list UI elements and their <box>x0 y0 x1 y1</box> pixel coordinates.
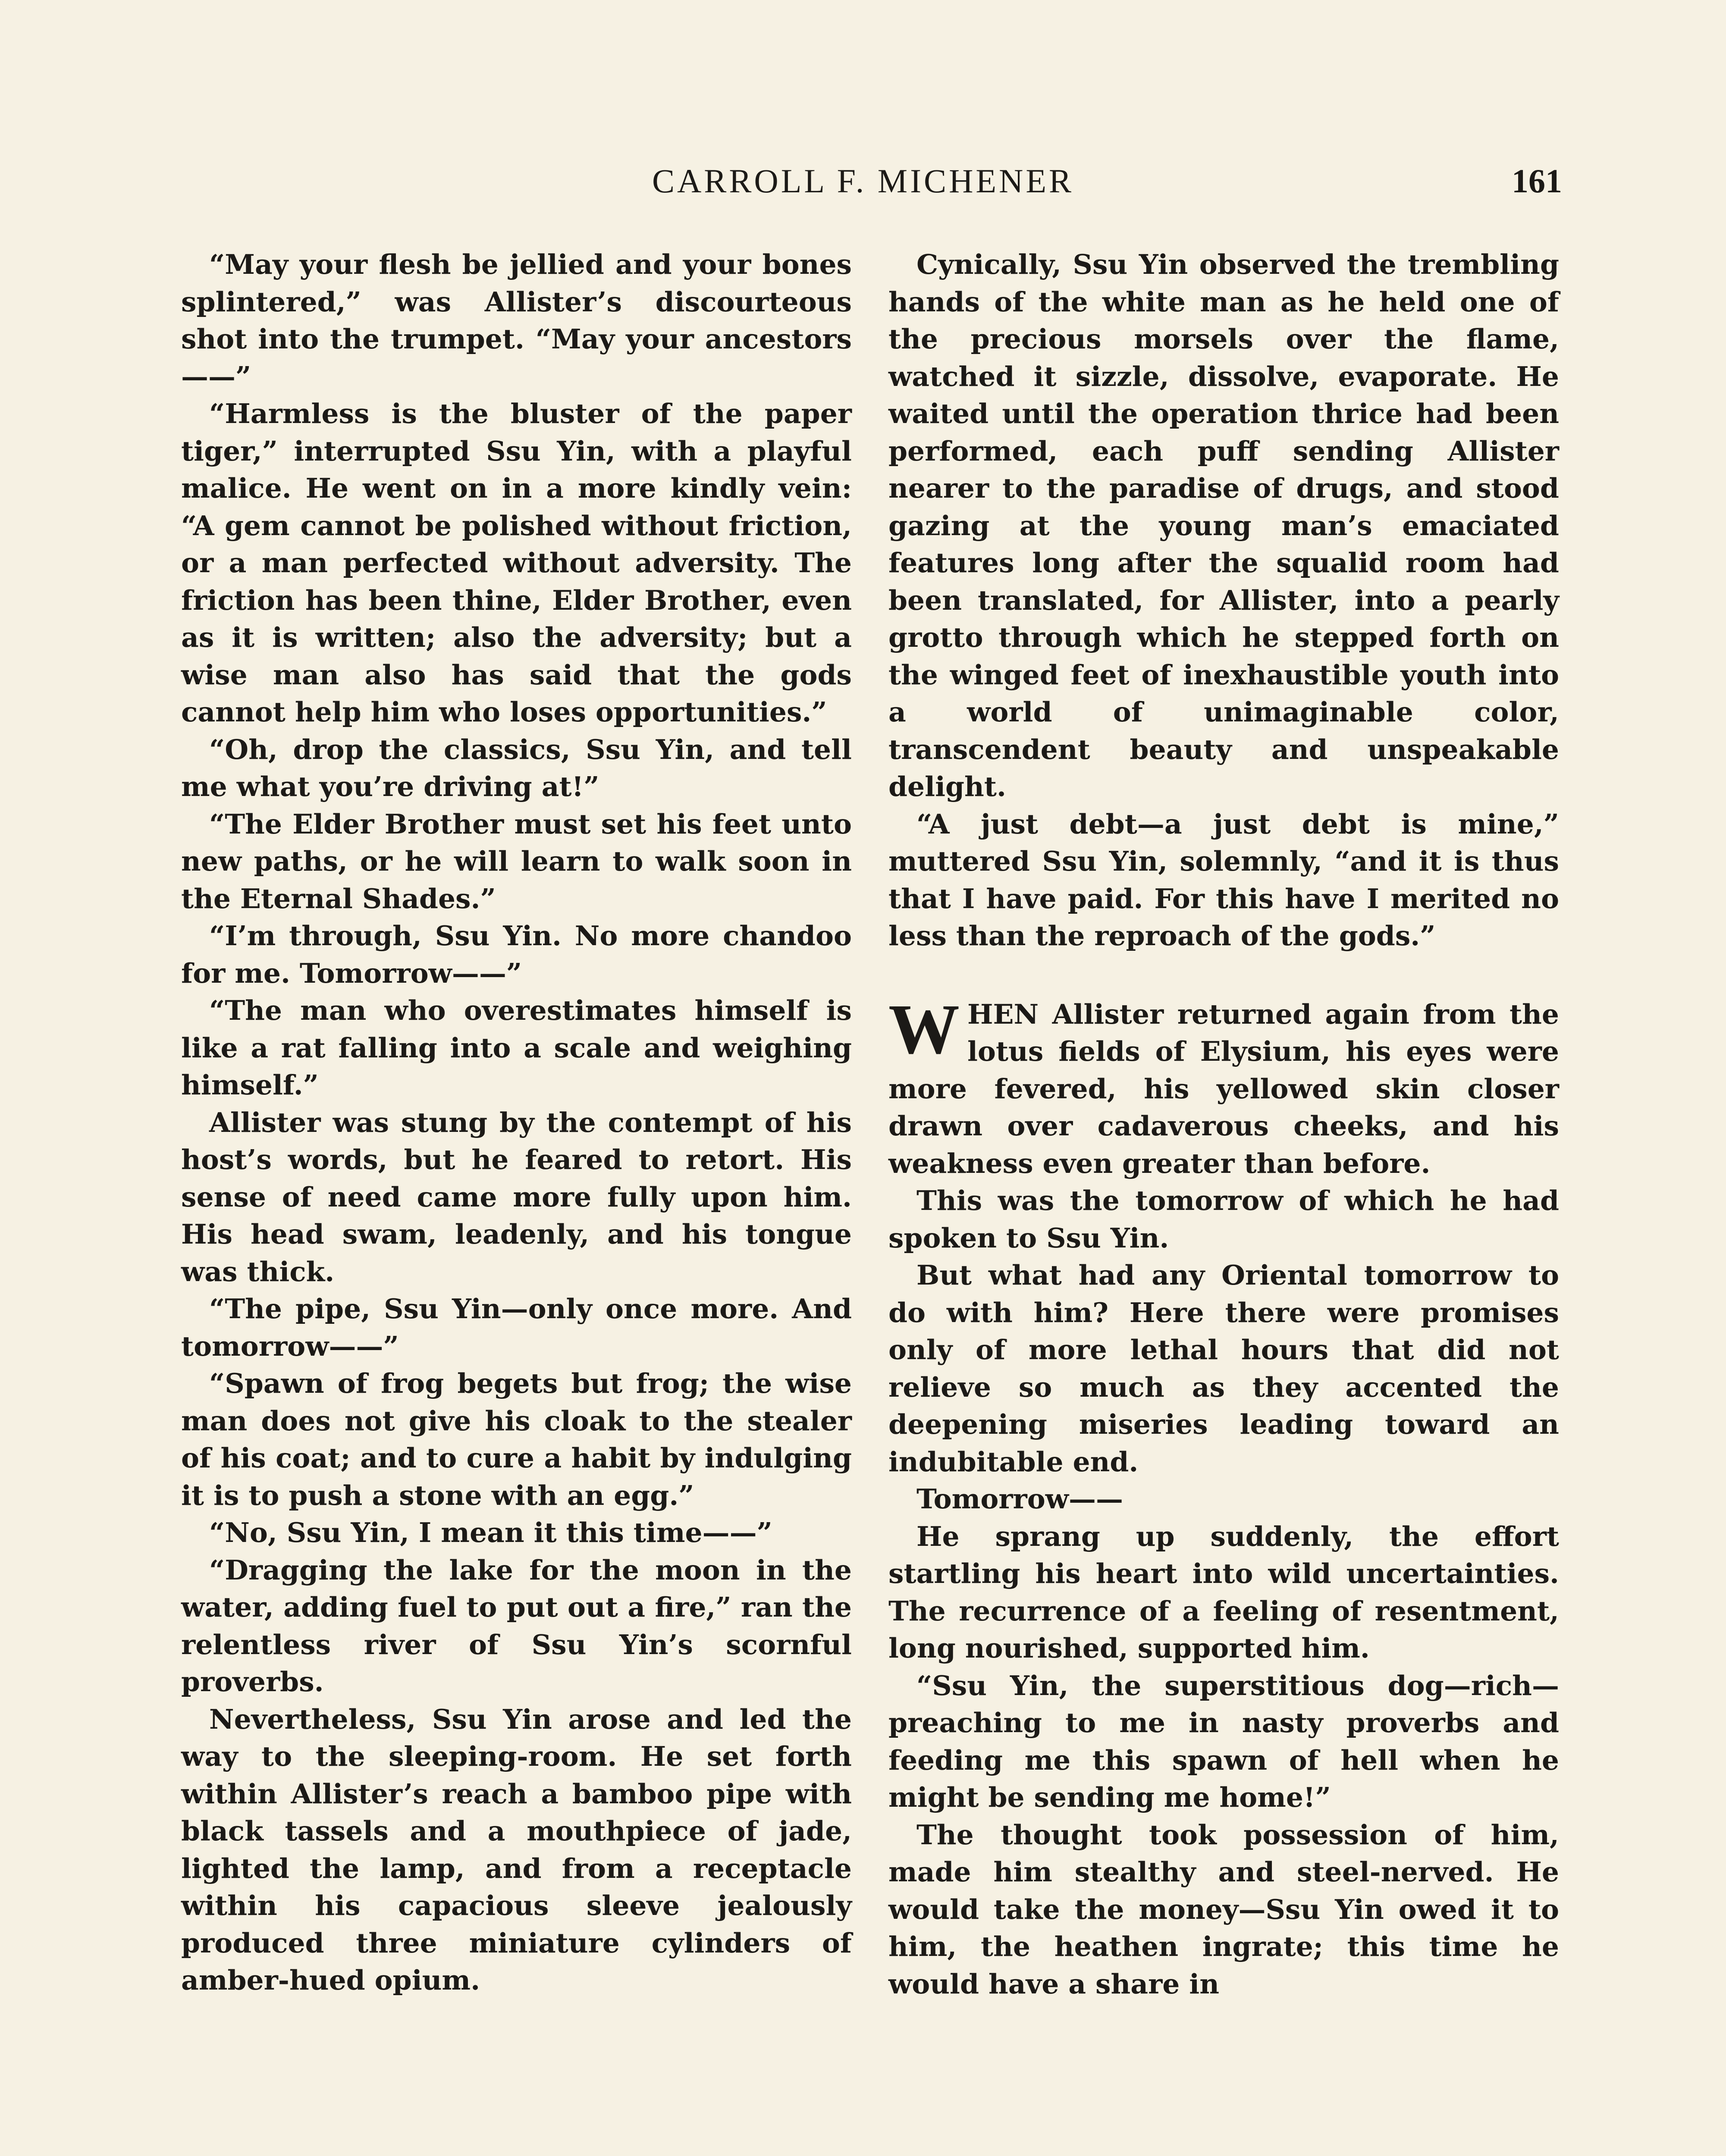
paragraph: “Ssu Yin, the superstitious dog—rich—preaching to me in nasty proverbs and feeding me this spawn of hell when he might be sending me home!” <box>888 1669 1559 1813</box>
drop-cap: W <box>888 989 960 1069</box>
paragraph: Allister was stung by the contempt of his host’s words, but he feared to retort. His sense of need came more fully upon him. His head swam, leadenly, and his tongue was thick. <box>181 1106 852 1288</box>
page-title: CARROLL F. MICHENER <box>652 162 1074 200</box>
section-opening-text: HEN Allister returned again from the lotus fields of Elysium, his eyes were more fevered, his yellowed skin closer drawn over cadaverous cheeks, and his weakness even greater than before. <box>888 998 1559 1179</box>
section-opening-paragraph <box>888 989 1559 1182</box>
paragraph: “Dragging the lake for the moon in the water, adding fuel to put out a fire,” ran the relentless river of Ssu Yin’s scornful proverbs. <box>181 1554 852 1698</box>
paragraph: Cynically, Ssu Yin observed the trembling hands of the white man as he held one of the precious morsels over the flame, watched it sizzle, dissolve, evaporate. He waited until the operation thrice had been performed, each puff sending Allister nearer to the paradise of drugs, and stood gazing at the young man’s emaciated features long after the squalid room had been translated, for Allister, into a pearly grotto through which he stepped forth on the winged feet of inexhaustible youth into a world of unimaginable color, transcendent beauty and unspeakable delight. <box>888 248 1559 802</box>
paragraph: “A just debt—a just debt is mine,” muttered Ssu Yin, solemnly, “and it is thus that I have paid. For this have I merited no less than the reproach of the gods.” <box>888 808 1559 952</box>
left-column <box>181 246 852 1999</box>
paragraph: “The man who overestimates himself is like a rat falling into a scale and weighing himself.” <box>181 994 852 1101</box>
paragraph: The thought took possession of him, made him stealthy and steel-nerved. He would take the money—Ssu Yin owed it to him, the heathen ingrate; this time he would have a share in <box>888 1818 1559 2000</box>
paragraph: “The pipe, Ssu Yin—only once more. And tomorrow——” <box>181 1293 852 1362</box>
page-number: 161 <box>1512 162 1562 200</box>
running-header <box>164 162 1562 209</box>
paragraph: “Spawn of frog begets but frog; the wise man does not give his cloak to the stealer of his coat; and to cure a habit by indulging it is to push a stone with an egg.” <box>181 1367 852 1511</box>
paragraph: Tomorrow—— <box>916 1483 1123 1515</box>
paragraph: “May your flesh be jellied and your bones splintered,” was Allister’s discourteous shot into the trumpet. “May your ancestors——” <box>181 248 852 392</box>
paragraph: “Harmless is the bluster of the paper tiger,” interrupted Ssu Yin, with a playful malice. He went on in a more kindly vein: “A gem cannot be polished without friction, or a man perfected without adversity. The friction has been thine, Elder Brother, even as it is written; also the adversity; but a wise man also has said that the gods cannot help him who loses opportunities.” <box>181 398 852 728</box>
paragraph: Nevertheless, Ssu Yin arose and led the way to the sleeping-room. He set forth within Allister’s reach a bamboo pipe with black tassels and a mouthpiece of jade, lighted the lamp, and from a receptacle within his capacious sleeve jealously produced three miniature cylinders of amber-hued opium. <box>181 1703 852 1996</box>
right-column <box>888 246 1559 2002</box>
paragraph: “The Elder Brother must set his feet unto new paths, or he will learn to walk soon in the Eternal Shades.” <box>181 808 852 915</box>
paragraph: “No, Ssu Yin, I mean it this time——” <box>209 1517 772 1548</box>
paragraph: “I’m through, Ssu Yin. No more chandoo for me. Tomorrow——” <box>181 920 852 989</box>
paragraph: This was the tomorrow of which he had spoken to Ssu Yin. <box>888 1185 1559 1254</box>
section-break <box>888 955 1559 996</box>
paragraph: “Oh, drop the classics, Ssu Yin, and tell me what you’re driving at!” <box>181 733 852 802</box>
paragraph: He sprang up suddenly, the effort startling his heart into wild uncertainties. The recurrence of a feeling of resentment, long nourished, supported him. <box>888 1520 1559 1664</box>
paragraph: But what had any Oriental tomorrow to do with him? Here there were promises only of more lethal hours that did not relieve so much as they accented the deepening miseries leading toward an indubitable end. <box>888 1259 1559 1478</box>
